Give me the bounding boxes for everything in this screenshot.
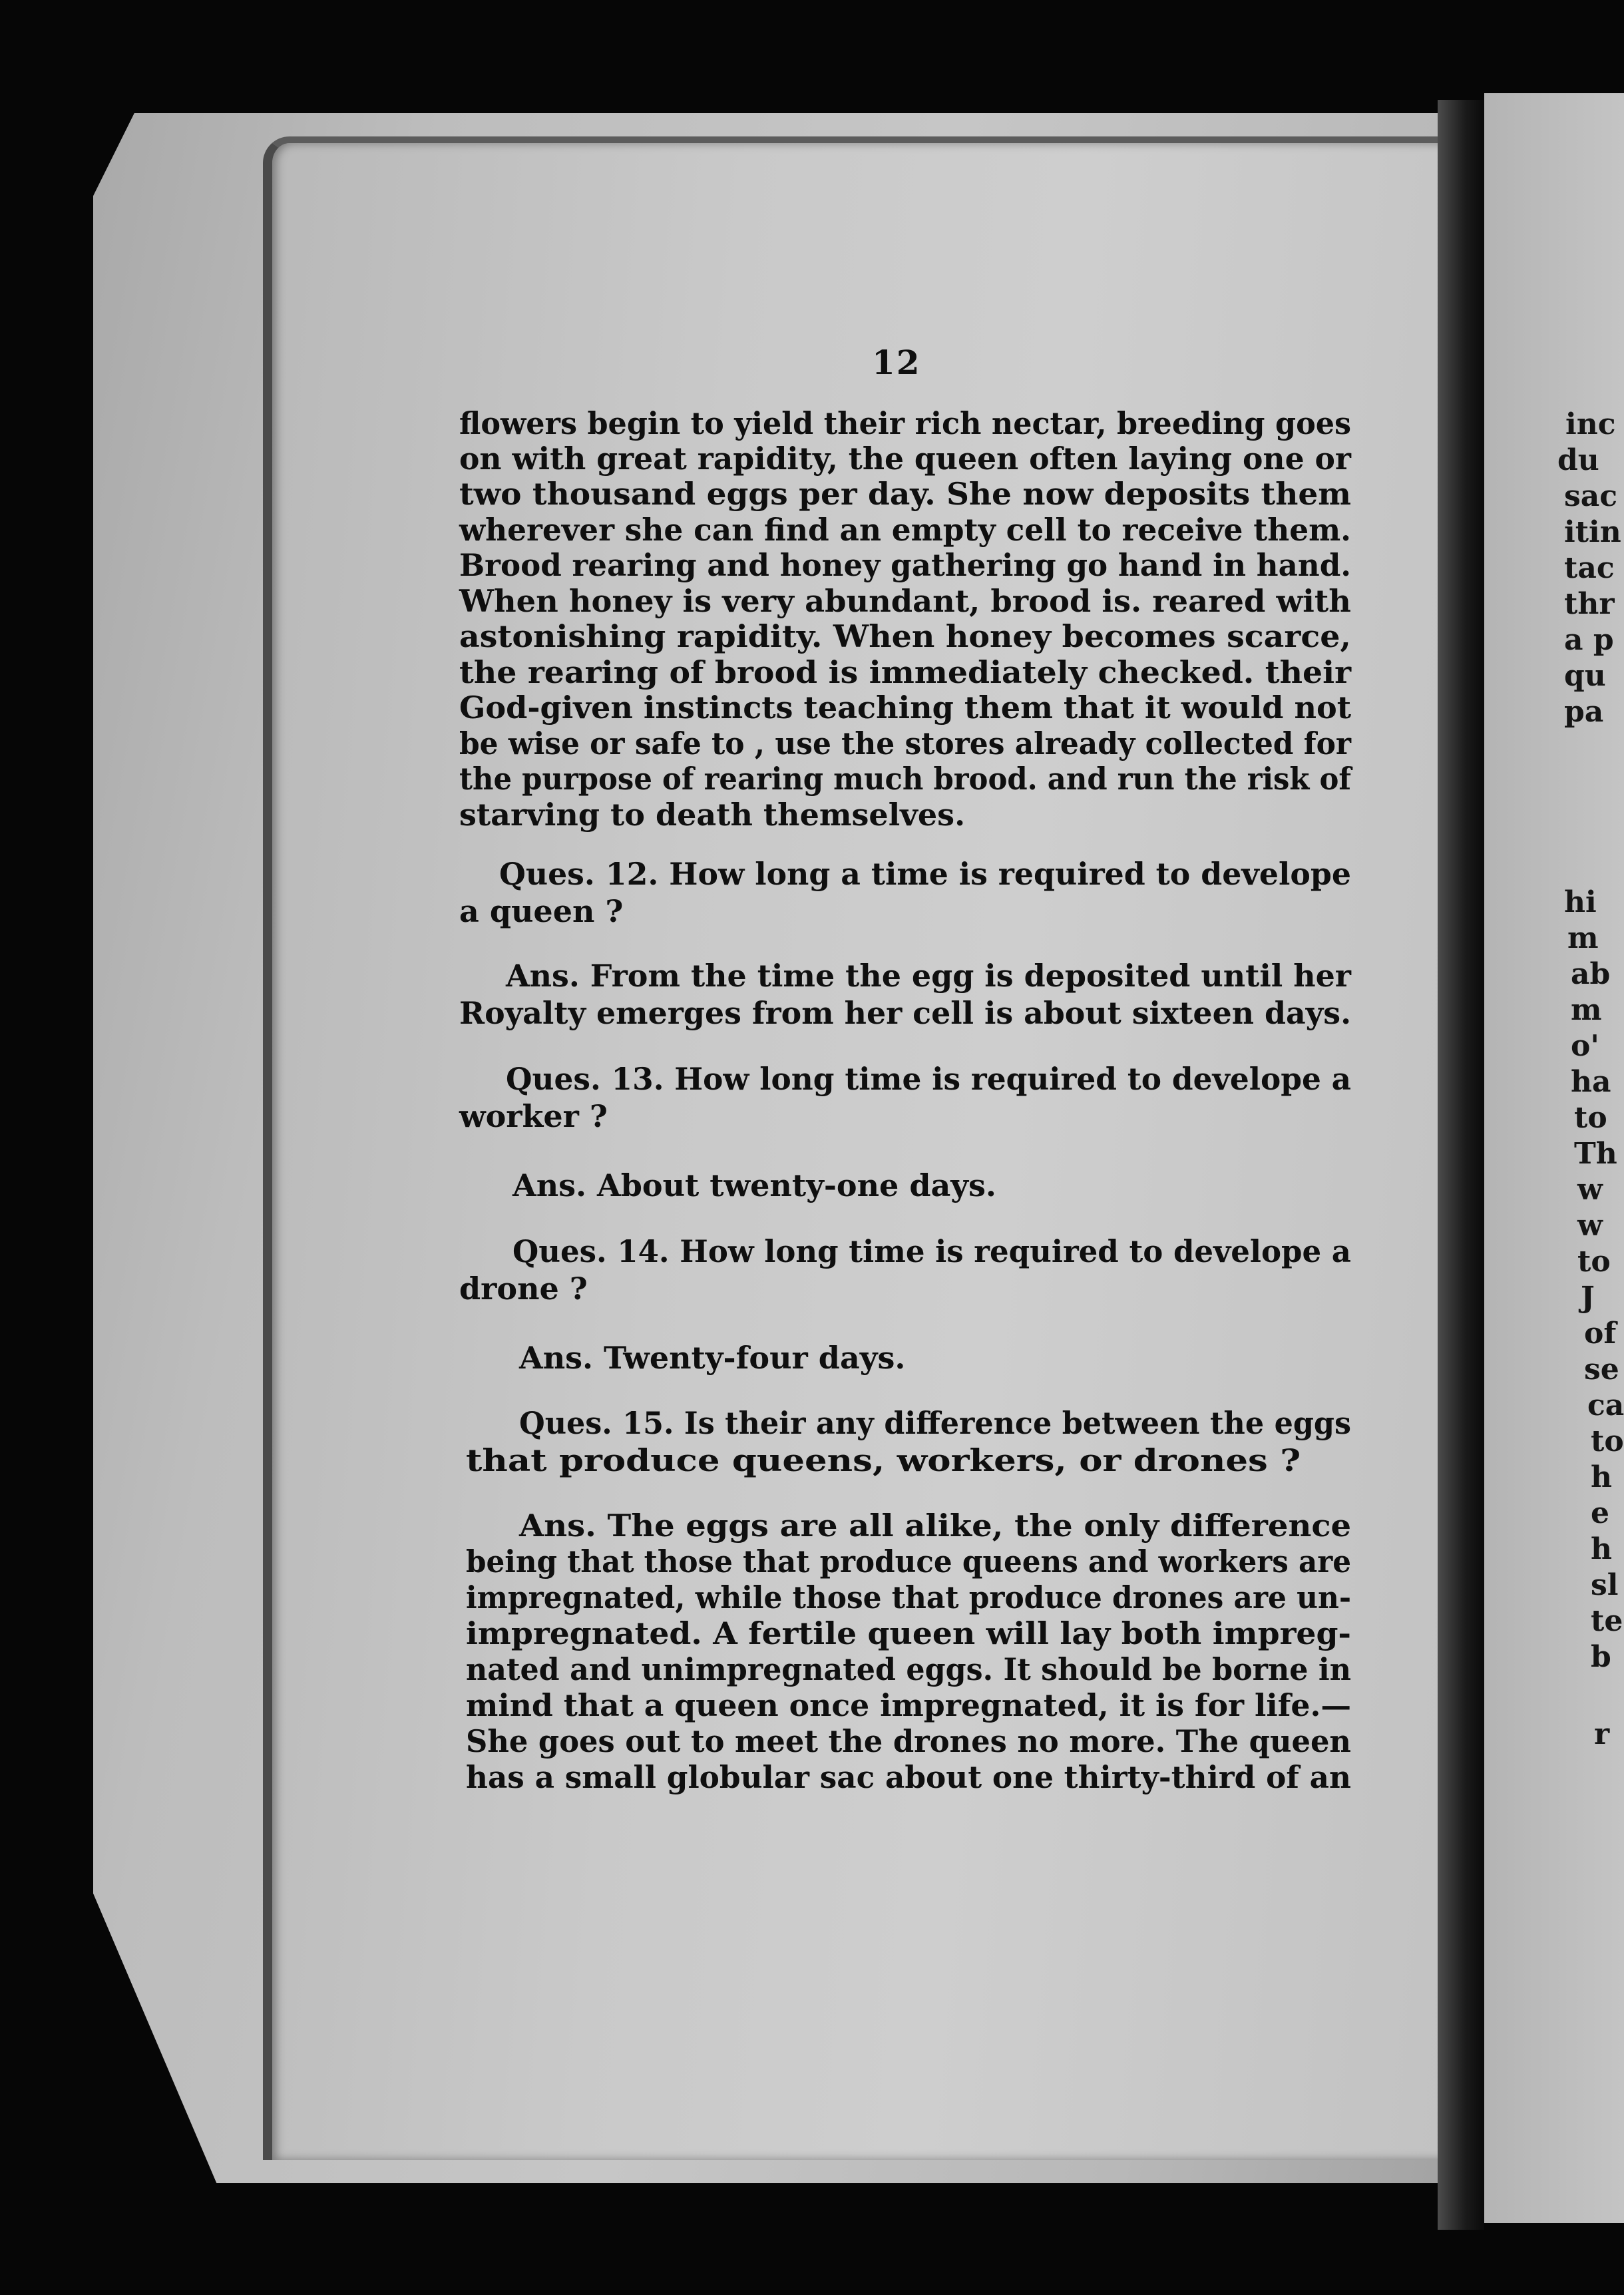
text-line: impregnated. A fertile queen will lay both impreg- <box>466 1615 1352 1651</box>
text-line: impregnated, while those that produce drones are un- <box>466 1579 1352 1615</box>
text-line: Ques. 14. How long time is required to develope a <box>512 1233 1351 1269</box>
fragment: o' <box>1571 1029 1599 1063</box>
text-line: nated and unimpregnated eggs. It should be borne in <box>466 1651 1351 1687</box>
text-line: mind that a queen once impregnated, it is for life.— <box>466 1687 1352 1723</box>
fragment: w <box>1577 1173 1603 1207</box>
fragment: Th <box>1574 1137 1617 1171</box>
text-line: starving to death themselves. <box>459 797 966 833</box>
text-line: Ans. From the time the egg is deposited until her <box>506 958 1351 994</box>
fragment: of <box>1584 1317 1617 1351</box>
text-line: Ques. 15. Is their any difference between the eggs <box>519 1405 1351 1441</box>
text-line: the rearing of brood is immediately checked. their <box>459 654 1352 690</box>
fragment: m <box>1571 993 1602 1027</box>
fragment: sl <box>1591 1568 1619 1602</box>
fragment: to <box>1574 1101 1607 1135</box>
fragment: sac <box>1564 479 1618 513</box>
text-line: on with great rapidity, the queen often laying one or <box>459 441 1351 477</box>
text-line: Brood rearing and honey gathering go hand in hand. <box>459 547 1351 583</box>
text-line: flowers begin to yield their rich nectar, breeding goes <box>459 405 1352 441</box>
text-line: being that those that produce queens and workers are <box>466 1544 1351 1579</box>
text-line: God-given instincts teaching them that it would not <box>459 690 1352 726</box>
fragment: to <box>1577 1245 1611 1279</box>
text-line: the purpose of rearing much brood. and run the risk of <box>459 761 1352 797</box>
fragment: w <box>1577 1209 1603 1243</box>
text-line: that produce queens, workers, or drones ? <box>466 1442 1301 1478</box>
text-line: She goes out to meet the drones no more. The queen <box>466 1723 1351 1759</box>
fragment: a p <box>1564 623 1614 657</box>
text-line: a queen ? <box>459 893 624 929</box>
fragment: ca <box>1587 1388 1624 1422</box>
text-line: Ques. 12. How long a time is required to develope <box>499 856 1351 892</box>
fragment: r <box>1594 1717 1610 1751</box>
fragment: thr <box>1564 587 1615 621</box>
fragment: h <box>1591 1460 1612 1494</box>
fragment: inc <box>1565 407 1616 441</box>
text-line: Ques. 13. How long time is required to develope a <box>506 1061 1352 1097</box>
fragment: h <box>1591 1532 1612 1566</box>
fragment: pa <box>1564 695 1604 729</box>
fragment: J <box>1581 1281 1595 1315</box>
fragment: to <box>1591 1424 1624 1458</box>
fragment: qu <box>1564 659 1606 693</box>
text-line: has a small globular sac about one thirty-third of an <box>466 1759 1351 1795</box>
text-line: wherever she can find an empty cell to receive them. <box>459 512 1351 548</box>
fragment: itin <box>1564 515 1621 549</box>
text-line: astonishing rapidity. When honey becomes scarce, <box>459 618 1351 654</box>
fragment: tac <box>1564 551 1615 585</box>
fragment: e <box>1591 1496 1609 1530</box>
text-line: drone ? <box>459 1271 588 1307</box>
fragment: te <box>1591 1604 1623 1638</box>
fragment: hi <box>1564 885 1597 919</box>
text-line: When honey is very abundant, brood is. reared with <box>459 583 1351 619</box>
page-number: 12 <box>872 343 921 382</box>
fragment: du <box>1557 443 1599 477</box>
fragment: ha <box>1571 1065 1611 1099</box>
text-line: two thousand eggs per day. She now deposits them <box>459 476 1352 512</box>
text-line: worker ? <box>459 1098 608 1134</box>
fragment: m <box>1567 921 1599 955</box>
text-line: be wise or safe to , use the stores already collected for <box>459 726 1351 761</box>
fragment: se <box>1584 1353 1619 1386</box>
text-line: Ans. Twenty-four days. <box>519 1340 906 1376</box>
text-line: Royalty emerges from her cell is about sixteen days. <box>459 995 1352 1031</box>
text-line: Ans. About twenty-one days. <box>512 1167 996 1203</box>
fragment: b <box>1591 1640 1611 1674</box>
fragment: ab <box>1571 957 1611 991</box>
text-line: Ans. The eggs are all alike, the only difference <box>519 1508 1352 1544</box>
